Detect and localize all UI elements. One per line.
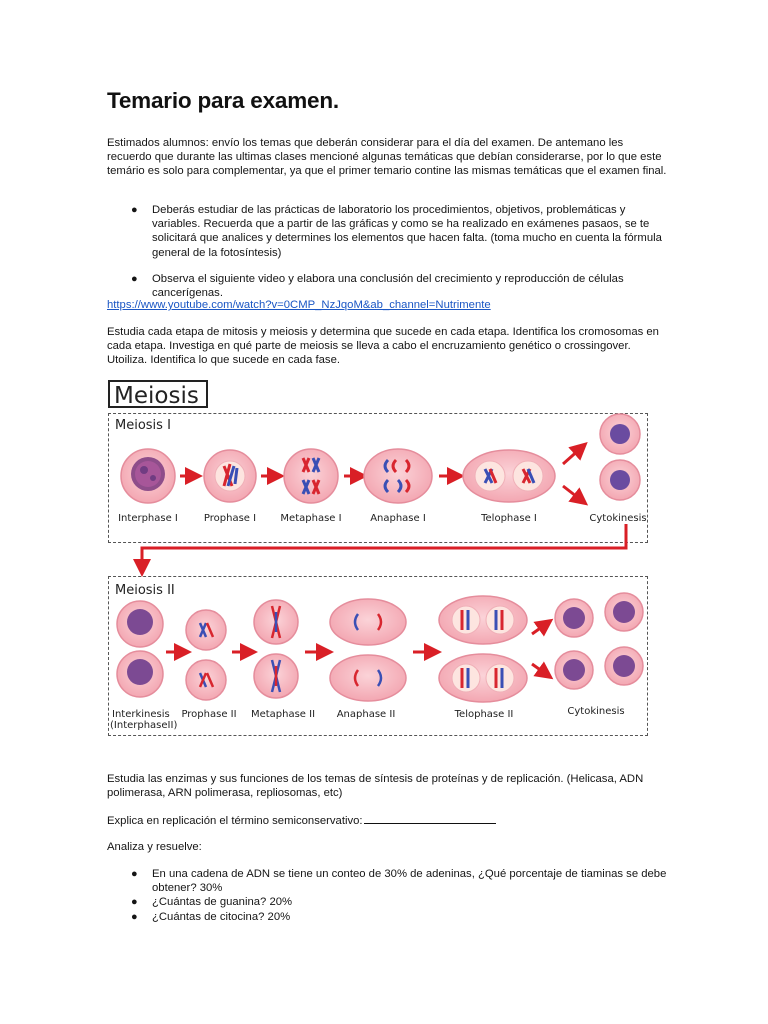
list-item-text: ¿Cuántas de citocina? 20% [152,910,291,923]
list-item-text: Deberás estudiar de las prácticas de laboratorio los procedimientos, objetivos, problemáticas y variables. Recuerda que a partir de las gráficas y como se ha realizado en exámenes pasaos, se te solicitará que analices y determines los elementos que hacen falta. (toma mucho en cuenta la fórmula general de la fotosíntesis) [152,204,662,259]
bullet-icon: ● [131,272,138,285]
top-bullet-list [107,203,667,300]
cell-cytokinesis-1-top [600,414,640,454]
cell-metaphase-1 [284,449,338,503]
cell-cytokinesis-2-d [605,647,643,685]
cell-telophase-2-bottom [439,654,527,702]
cell-metaphase-2-bottom [254,654,298,698]
cell-anaphase-2-bottom [330,655,406,701]
list-item [107,867,667,895]
stage-label: Prophase II [181,709,237,720]
meiosis-1-title: Meiosis I [115,418,171,433]
stage-label: Interkinesis [112,709,170,720]
bullet-icon: ● [131,910,138,923]
list-item [107,272,667,300]
video-link[interactable]: https://www.youtube.com/watch?v=0CMP_NzJqoM&ab_channel=Nutrimente [107,299,491,311]
stage-label: Prophase I [203,513,257,524]
list-item [107,895,667,909]
analyze-label: Analiza y resuelve: [107,841,202,853]
cell-prophase-1 [204,450,256,502]
stage-label: Cytokinesis [567,706,625,717]
stage-label: Cytokinesis [589,513,647,524]
semiconservative-question [107,813,667,828]
stage-label: Telophase II [454,709,514,720]
list-item-text: En una cadena de ADN se tiene un conteo de 30% de adeninas, ¿Qué porcentaje de tiaminas se debe obtener? 30% [152,868,667,895]
page-title: Temario para examen. [107,88,339,113]
stage-label: (InterphaseII) [110,720,178,731]
bullet-icon: ● [131,896,138,909]
cell-prophase-2-top [186,610,226,650]
cell-interkinesis-top [117,601,163,647]
meiosis-diagram [106,376,650,738]
meiosis-2-title: Meiosis II [115,583,175,598]
stage-label: Metaphase II [250,709,316,720]
meiosis-illustration [106,376,650,738]
cell-anaphase-1 [364,449,432,503]
bullet-icon: ● [131,868,138,880]
list-item-text: ¿Cuántas de guanina? 20% [152,896,293,909]
meiosis-heading: Meiosis [108,380,208,408]
cell-telophase-2-top [439,596,527,644]
list-item-text: Observa el siguiente video y elabora una conclusión del crecimiento y reproducción de células cancerígenas. [152,272,624,300]
cell-telophase-1 [463,450,555,502]
mitosis-paragraph: Estudia cada etapa de mitosis y meiosis y determina que sucede en cada etapa. Identifica los cromosomas en cada etapa. Investiga en qué parte de meiosis se lleva a cabo el encruzamiento genético o crossingover. Utoiliza. Identifica lo que sucede en cada fase. [107,326,659,367]
semiconservative-text: Explica en replicación el término semiconservativo: [107,815,363,827]
stage-label: Metaphase I [280,513,342,524]
cell-anaphase-2-top [330,599,406,645]
stage-label: Interphase I [118,513,178,524]
stage-label: Telophase I [481,513,537,524]
cell-interphase-1 [121,449,175,503]
cell-metaphase-2-top [254,600,298,644]
cell-interkinesis-bottom [117,651,163,697]
cell-cytokinesis-2-a [555,599,593,637]
cell-cytokinesis-1-bottom [600,460,640,500]
stage-label: Anaphase I [370,513,426,524]
intro-paragraph: Estimados alumnos: envío los temas que deberán considerar para el día del examen. De antemano les recuerdo que durante las ultimas clases mencioné algunas temáticas que debían considerarse, por lo que este temário es solo para complementar, ya que el primer temario contine las mismas temáticas que el examen final. [107,137,667,178]
bottom-bullet-list [107,867,667,924]
bullet-icon: ● [131,204,138,216]
list-item [107,910,667,924]
answer-blank-line [364,813,496,824]
cell-cytokinesis-2-c [555,651,593,689]
enzymes-paragraph: Estudia las enzimas y sus funciones de los temas de síntesis de proteínas y de replicación. (Helicasa, ADN polimerasa, ARN polimerasa, repliosomas, etc) [107,773,644,800]
cell-cytokinesis-2-b [605,593,643,631]
cell-prophase-2-bottom [186,660,226,700]
stage-label: Anaphase II [336,709,396,720]
list-item [107,203,667,260]
